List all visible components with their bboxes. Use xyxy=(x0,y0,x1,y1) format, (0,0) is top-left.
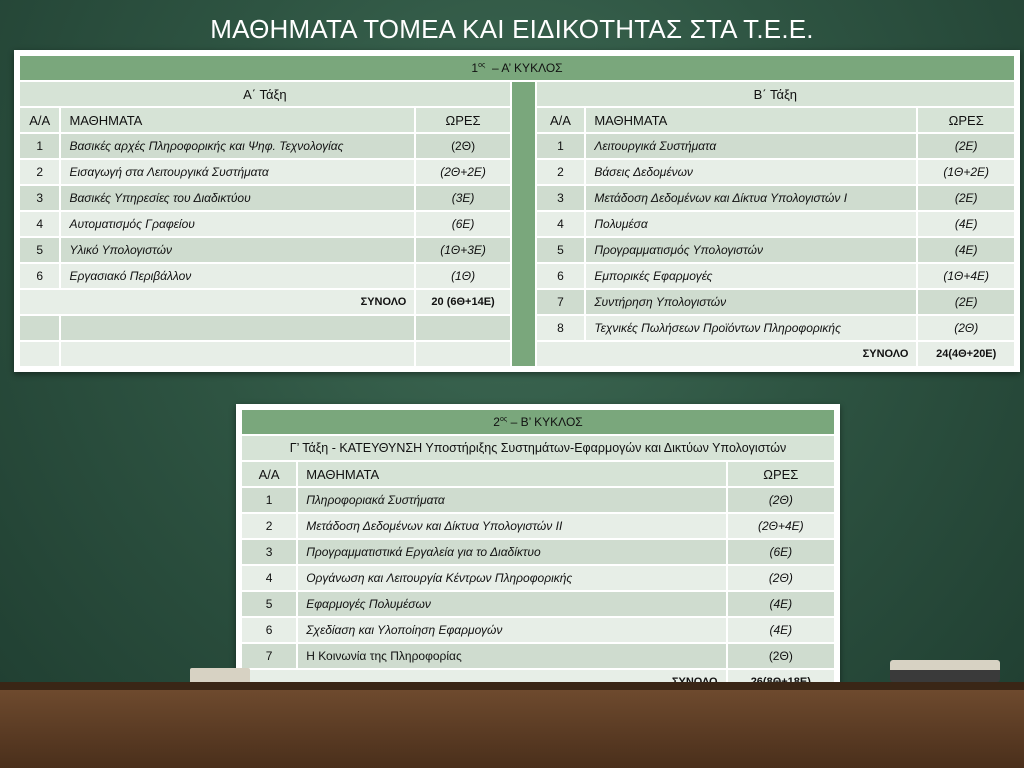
classC-row-hours: (2Θ+4Ε) xyxy=(728,514,834,538)
classC-row-subject: Μετάδοση Δεδομένων και Δίκτυα Υπολογιστών ΙΙ xyxy=(298,514,725,538)
classB-row-subject: Προγραμματισμός Υπολογιστών xyxy=(586,238,916,262)
classB-row-hours: (2Ε) xyxy=(918,186,1014,210)
cycle1-table xyxy=(18,54,1016,368)
classB-row-subject: Εμπορικές Εφαρμογές xyxy=(586,264,916,288)
cycle2-header-num: 2 xyxy=(493,415,500,429)
classC-row-hours: (4Ε) xyxy=(728,618,834,642)
classC-row-num: 2 xyxy=(242,514,296,538)
board-eraser xyxy=(890,660,1000,682)
classA-empty-cell xyxy=(61,342,414,366)
table-row xyxy=(242,566,834,590)
classB-col-aa: Α/Α xyxy=(537,108,585,132)
classA-row-subject: Βασικές Υπηρεσίες του Διαδικτύου xyxy=(61,186,414,210)
classC-row-num: 4 xyxy=(242,566,296,590)
classC-col-aa: Α/Α xyxy=(242,462,296,486)
classB-row-subject: Βάσεις Δεδομένων xyxy=(586,160,916,184)
classC-row-num: 3 xyxy=(242,540,296,564)
classC-col-hours: ΩΡΕΣ xyxy=(728,462,834,486)
cycle2-panel xyxy=(236,404,840,700)
classA-empty-cell xyxy=(61,316,414,340)
classA-row-subject: Υλικό Υπολογιστών xyxy=(61,238,414,262)
table-row xyxy=(242,592,834,616)
cycle1-header-text: – Α’ ΚΥΚΛΟΣ xyxy=(485,61,563,75)
cycle1-header-sup: ος xyxy=(478,62,486,69)
table-row xyxy=(242,540,834,564)
classA-col-subject: ΜΑΘΗΜΑΤΑ xyxy=(61,108,414,132)
classC-row-subject: Εφαρμογές Πολυμέσων xyxy=(298,592,725,616)
cycle1-header xyxy=(20,56,1014,80)
classB-row-hours: (1Θ+4Ε) xyxy=(918,264,1014,288)
table-row xyxy=(242,644,834,668)
classC-col-subject: ΜΑΘΗΜΑΤΑ xyxy=(298,462,725,486)
classB-total-value: 24(4Θ+20Ε) xyxy=(918,342,1014,366)
classA-row-hours: (2Θ+2Ε) xyxy=(416,160,509,184)
classC-row-num: 5 xyxy=(242,592,296,616)
classA-total-label: ΣΥΝΟΛΟ xyxy=(20,290,414,314)
column-separator xyxy=(512,82,535,366)
classA-empty-cell xyxy=(20,316,59,340)
classA-row-num: 2 xyxy=(20,160,59,184)
classC-row-hours: (6Ε) xyxy=(728,540,834,564)
classA-empty-cell xyxy=(416,342,509,366)
desk xyxy=(0,690,1024,768)
cycle2-header-sup: ος xyxy=(499,416,508,423)
classA-row-subject: Εργασιακό Περιβάλλον xyxy=(61,264,414,288)
classC-row-subject: Προγραμματιστικά Εργαλεία για το Διαδίκτυο xyxy=(298,540,725,564)
classC-title: Γ’ Τάξη - ΚΑΤΕΥΘΥΝΣΗ Υποστήριξης Συστημάτων-Εφαρμογών και Δικτύων Υπολογιστών xyxy=(242,436,834,460)
classB-row-subject: Πολυμέσα xyxy=(586,212,916,236)
classB-row-num: 2 xyxy=(537,160,585,184)
table-row xyxy=(242,618,834,642)
classA-row-num: 4 xyxy=(20,212,59,236)
cycle1-panel xyxy=(14,50,1020,372)
classA-col-aa: Α/Α xyxy=(20,108,59,132)
classA-row-num: 6 xyxy=(20,264,59,288)
classB-title: Β΄ Τάξη xyxy=(537,82,1014,106)
classB-row-num: 3 xyxy=(537,186,585,210)
classB-row-subject: Συντήρηση Υπολογιστών xyxy=(586,290,916,314)
cycle2-header-text: – Β’ ΚΥΚΛΟΣ xyxy=(507,415,583,429)
classA-title: Α΄ Τάξη xyxy=(20,82,510,106)
classB-row-hours: (2Θ) xyxy=(918,316,1014,340)
classB-col-subject: ΜΑΘΗΜΑΤΑ xyxy=(586,108,916,132)
classB-row-num: 6 xyxy=(537,264,585,288)
classB-row-num: 5 xyxy=(537,238,585,262)
classB-row-num: 7 xyxy=(537,290,585,314)
classA-row-hours: (3Ε) xyxy=(416,186,509,210)
classA-row-subject: Βασικές αρχές Πληροφορικής και Ψηφ. Τεχνολογίας xyxy=(61,134,414,158)
classC-row-subject: Οργάνωση και Λειτουργία Κέντρων Πληροφορικής xyxy=(298,566,725,590)
classC-row-hours: (2Θ) xyxy=(728,644,834,668)
classC-row-subject: Η Κοινωνία της Πληροφορίας xyxy=(298,644,725,668)
classA-row-hours: (6Ε) xyxy=(416,212,509,236)
classC-row-num: 1 xyxy=(242,488,296,512)
cycle1-header-num: 1 xyxy=(471,61,479,75)
classB-total-label: ΣΥΝΟΛΟ xyxy=(537,342,917,366)
classB-row-num: 1 xyxy=(537,134,585,158)
classA-empty-cell xyxy=(20,342,59,366)
classB-row-subject: Τεχνικές Πωλήσεων Προϊόντων Πληροφορικής xyxy=(586,316,916,340)
table-row xyxy=(242,514,834,538)
classA-row-subject: Εισαγωγή στα Λειτουργικά Συστήματα xyxy=(61,160,414,184)
classC-row-subject: Πληροφοριακά Συστήματα xyxy=(298,488,725,512)
cycle2-header xyxy=(242,410,834,434)
classB-row-hours: (4Ε) xyxy=(918,238,1014,262)
classC-row-num: 6 xyxy=(242,618,296,642)
classA-empty-cell xyxy=(416,316,509,340)
classC-row-subject: Σχεδίαση και Υλοποίηση Εφαρμογών xyxy=(298,618,725,642)
classA-row-num: 3 xyxy=(20,186,59,210)
classA-row-hours: (1Θ) xyxy=(416,264,509,288)
classB-row-num: 8 xyxy=(537,316,585,340)
classB-row-hours: (2Ε) xyxy=(918,290,1014,314)
classA-row-num: 1 xyxy=(20,134,59,158)
classA-total-value: 20 (6Θ+14Ε) xyxy=(416,290,509,314)
cycle2-table xyxy=(240,408,836,696)
classB-row-subject: Μετάδοση Δεδομένων και Δίκτυα Υπολογιστών Ι xyxy=(586,186,916,210)
classC-row-hours: (2Θ) xyxy=(728,488,834,512)
classB-row-hours: (1Θ+2Ε) xyxy=(918,160,1014,184)
classB-row-hours: (4Ε) xyxy=(918,212,1014,236)
classA-row-hours: (2Θ) xyxy=(416,134,509,158)
classB-row-subject: Λειτουργικά Συστήματα xyxy=(586,134,916,158)
classB-row-hours: (2Ε) xyxy=(918,134,1014,158)
classC-row-hours: (4Ε) xyxy=(728,592,834,616)
classC-row-hours: (2Θ) xyxy=(728,566,834,590)
classA-row-hours: (1Θ+3Ε) xyxy=(416,238,509,262)
page-title: ΜΑΘΗΜΑΤΑ ΤΟΜΕΑ ΚΑΙ ΕΙΔΙΚΟΤΗΤΑΣ ΣΤΑ Τ.Ε.Ε. xyxy=(210,14,814,44)
classA-row-subject: Αυτοματισμός Γραφείου xyxy=(61,212,414,236)
table-row xyxy=(242,488,834,512)
classB-row-num: 4 xyxy=(537,212,585,236)
classC-row-num: 7 xyxy=(242,644,296,668)
classA-row-num: 5 xyxy=(20,238,59,262)
classB-col-hours: ΩΡΕΣ xyxy=(918,108,1014,132)
classA-col-hours: ΩΡΕΣ xyxy=(416,108,509,132)
